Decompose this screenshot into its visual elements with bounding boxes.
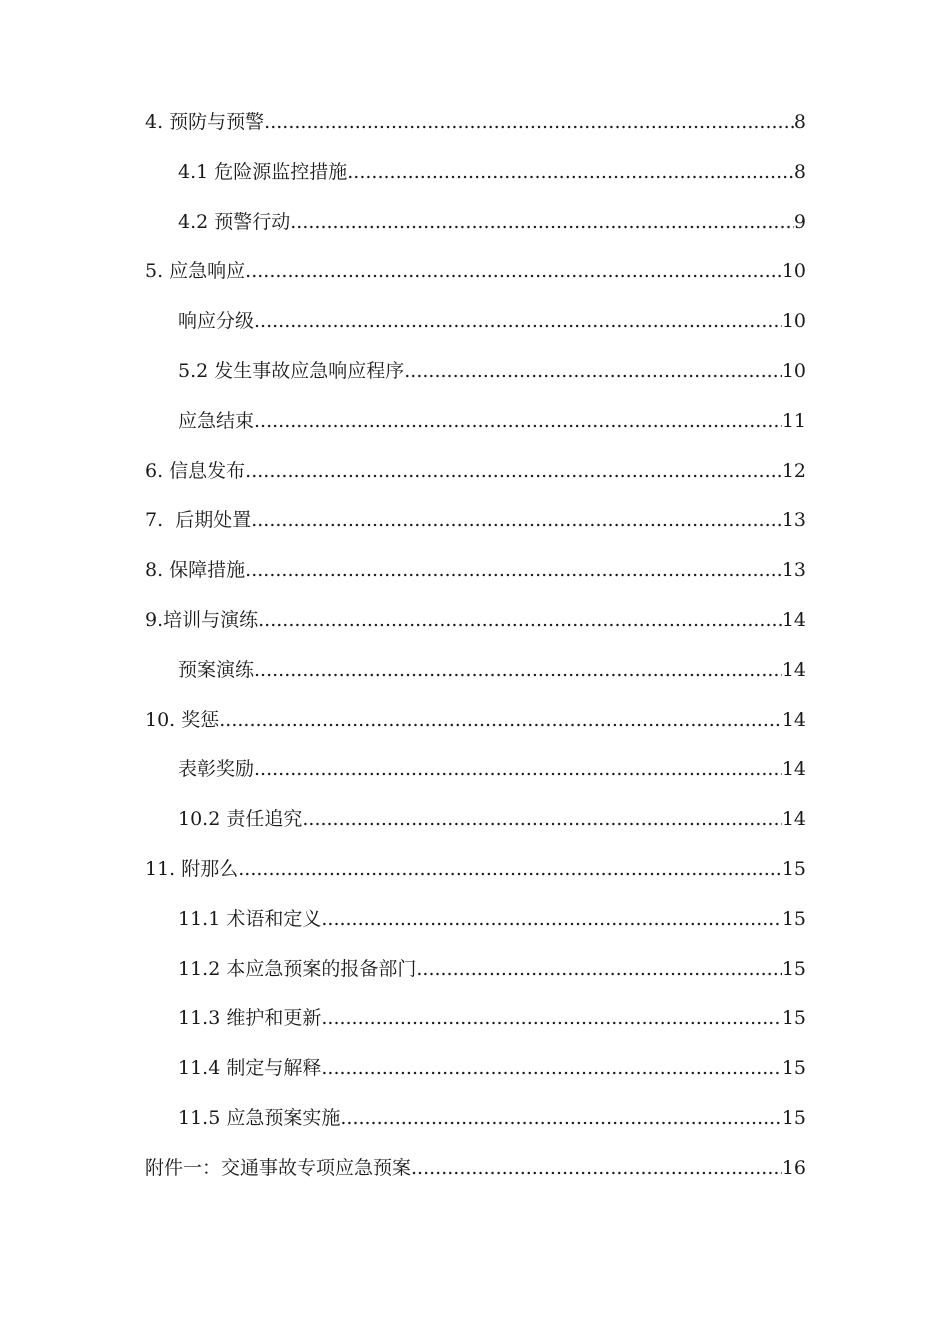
toc-dot-leader <box>264 100 794 144</box>
toc-entry[interactable] <box>145 100 806 150</box>
toc-entry-label: 11.3 维护和更新 <box>178 1007 322 1030</box>
toc-dot-leader <box>290 200 794 244</box>
toc-dot-leader <box>416 947 781 991</box>
toc-entry-page: 16 <box>781 1156 806 1179</box>
toc-entry-page: 11 <box>781 409 806 432</box>
toc-entry-label: 附件一：交通事故专项应急预案 <box>145 1156 412 1179</box>
toc-entry[interactable] <box>145 1096 806 1146</box>
toc-dot-leader <box>404 349 782 393</box>
toc-dot-leader <box>238 847 782 891</box>
toc-entry[interactable] <box>145 498 806 548</box>
toc-dot-leader <box>321 897 781 941</box>
toc-entry-page: 9 <box>793 210 806 233</box>
toc-entry[interactable] <box>145 399 806 449</box>
toc-entry-label: 6. 信息发布 <box>145 459 246 482</box>
toc-dot-leader <box>254 299 782 343</box>
toc-entry-label: 响应分级 <box>178 310 255 333</box>
toc-entry-page: 14 <box>781 608 806 631</box>
toc-entry-label: 7. 后期处置 <box>145 509 252 532</box>
toc-entry[interactable] <box>145 747 806 797</box>
toc-entry[interactable] <box>145 349 806 399</box>
toc-entry-page: 14 <box>781 708 806 731</box>
toc-entry-page: 8 <box>793 160 806 183</box>
toc-entry-label: 11. 附那么 <box>145 857 239 880</box>
toc-entry-label: 应急结束 <box>178 409 255 432</box>
toc-entry[interactable] <box>145 996 806 1046</box>
toc-entry-page: 14 <box>781 758 806 781</box>
toc-dot-leader <box>254 648 782 692</box>
toc-entry[interactable] <box>145 1046 806 1096</box>
toc-entry[interactable] <box>145 548 806 598</box>
toc-entry-label: 11.4 制定与解释 <box>178 1057 322 1080</box>
toc-entry-label: 4. 预防与预警 <box>145 111 265 133</box>
toc-dot-leader <box>245 249 782 293</box>
toc-entry-label: 4.2 预警行动 <box>178 210 291 233</box>
toc-dot-leader <box>340 1096 781 1140</box>
toc-entry-page: 15 <box>781 1057 806 1080</box>
toc-entry-page: 12 <box>781 459 806 482</box>
toc-dot-leader <box>245 548 782 592</box>
toc-dot-leader <box>321 1046 781 1090</box>
toc-entry[interactable] <box>145 200 806 250</box>
toc-entry-page: 14 <box>781 808 806 831</box>
toc-entry-label: 9.培训与演练 <box>145 608 259 631</box>
toc-entry-page: 10 <box>781 359 806 382</box>
toc-dot-leader <box>245 449 782 493</box>
toc-entry[interactable] <box>145 797 806 847</box>
toc-entry-page: 15 <box>781 907 806 930</box>
toc-entry[interactable] <box>145 249 806 299</box>
toc-entry-page: 8 <box>793 111 806 133</box>
toc-entry-page: 15 <box>781 857 806 880</box>
toc-entry-label: 11.2 本应急预案的报备部门 <box>178 957 417 980</box>
toc-entry-label: 表彰奖励 <box>178 758 255 781</box>
toc-entry[interactable] <box>145 299 806 349</box>
toc-dot-leader <box>219 698 782 742</box>
toc-dot-leader <box>321 996 781 1040</box>
toc-entry[interactable] <box>145 698 806 748</box>
table-of-contents <box>145 100 806 1196</box>
toc-entry-label: 10.2 责任追究 <box>178 808 303 831</box>
toc-dot-leader <box>254 399 782 443</box>
toc-dot-leader <box>258 598 782 642</box>
toc-entry[interactable] <box>145 897 806 947</box>
toc-entry[interactable] <box>145 648 806 698</box>
toc-entry-page: 15 <box>781 1007 806 1030</box>
toc-dot-leader <box>251 498 782 542</box>
toc-entry[interactable] <box>145 598 806 648</box>
toc-entry-page: 13 <box>781 509 806 532</box>
toc-entry-label: 11.5 应急预案实施 <box>178 1106 341 1129</box>
toc-entry-label: 4.1 危险源监控措施 <box>178 160 348 183</box>
toc-dot-leader <box>254 747 782 791</box>
toc-entry-page: 10 <box>781 310 806 333</box>
toc-entry[interactable] <box>145 847 806 897</box>
toc-entry-page: 15 <box>781 957 806 980</box>
toc-entry[interactable] <box>145 150 806 200</box>
toc-entry-label: 5.2 发生事故应急响应程序 <box>178 359 405 382</box>
toc-entry-label: 预案演练 <box>178 658 255 681</box>
toc-entry-label: 10. 奖惩 <box>145 708 220 731</box>
toc-dot-leader <box>302 797 781 841</box>
toc-entry[interactable] <box>145 1146 806 1196</box>
toc-dot-leader <box>347 150 794 194</box>
toc-entry-label: 5. 应急响应 <box>145 260 246 283</box>
toc-entry-page: 14 <box>781 658 806 681</box>
toc-dot-leader <box>411 1146 782 1190</box>
toc-entry-label: 11.1 术语和定义 <box>178 907 322 930</box>
toc-entry[interactable] <box>145 449 806 499</box>
toc-entry[interactable] <box>145 947 806 997</box>
toc-entry-page: 10 <box>781 260 806 283</box>
toc-entry-page: 15 <box>781 1106 806 1129</box>
toc-entry-page: 13 <box>781 559 806 582</box>
toc-entry-label: 8. 保障措施 <box>145 559 246 582</box>
